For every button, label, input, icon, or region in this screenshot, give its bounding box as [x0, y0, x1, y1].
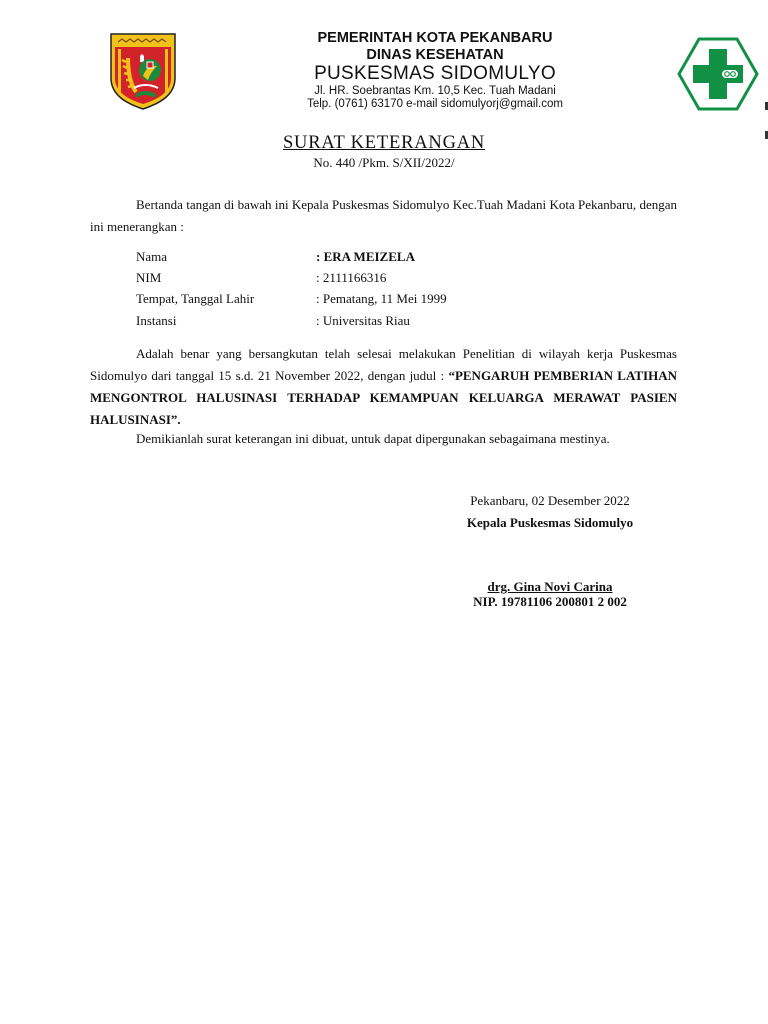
- statement-text: Adalah benar yang bersangkutan telah selesai melakukan Penelitian di wilayah kerja Puskesmas Sidomulyo dari tanggal 15 s.d. 21 November 2022, dengan judul :: [90, 346, 677, 383]
- identity-label: Instansi: [136, 313, 177, 328]
- letterhead-contact: Telp. (0761) 63170 e-mail sidomulyorj@gmail.com: [307, 98, 563, 110]
- identity-value: : 2111166316: [316, 270, 387, 285]
- letterhead: [200, 30, 670, 111]
- identity-value: : Pematang, 11 Mei 1999: [316, 291, 447, 306]
- research-title: “PENGARUH PEMBERIAN LATIHAN MENGONTROL HALUSINASI TERHADAP KEMAMPUAN KELUARGA MERAWAT PASIEN HALUSINASI”.: [90, 368, 677, 427]
- opening-paragraph: Bertanda tangan di bawah ini Kepala Puskesmas Sidomulyo Kec.Tuah Madani Kota Pekanbaru, dengan ini menerangkan :: [90, 197, 677, 234]
- document-title: SURAT KETERANGAN: [282, 133, 486, 153]
- document-number: No. 440 /Pkm. S/XII/2022/: [313, 155, 455, 170]
- identity-label: NIM: [136, 270, 162, 285]
- identity-value: : ERA MEIZELA: [316, 249, 415, 264]
- signatory-name: drg. Gina Novi Carina: [487, 579, 613, 594]
- identity-label: Tempat, Tanggal Lahir: [136, 291, 255, 306]
- letterhead-department: DINAS KESEHATAN: [366, 47, 504, 63]
- letterhead-government: PEMERINTAH KOTA PEKANBARU: [317, 30, 553, 46]
- signature-place-date: Pekanbaru, 02 Desember 2022: [470, 493, 630, 508]
- identity-label: Nama: [136, 249, 168, 264]
- letterhead-institution: PUSKESMAS SIDOMULYO: [314, 63, 556, 84]
- identity-value: : Universitas Riau: [316, 313, 410, 328]
- letterhead-address: Jl. HR. Soebrantas Km. 10,5 Kec. Tuah Madani: [314, 85, 556, 97]
- statement-paragraph: [90, 343, 677, 431]
- pekanbaru-city-emblem-icon: [108, 32, 178, 110]
- signatory-nip: NIP. 19781106 200801 2 002: [473, 594, 627, 609]
- signature-position: Kepala Puskesmas Sidomulyo: [466, 515, 634, 530]
- closing-paragraph: Demikianlah surat keterangan ini dibuat, untuk dapat dipergunakan sebagaimana mestinya.: [136, 431, 610, 446]
- puskesmas-cross-logo-icon: [677, 36, 759, 112]
